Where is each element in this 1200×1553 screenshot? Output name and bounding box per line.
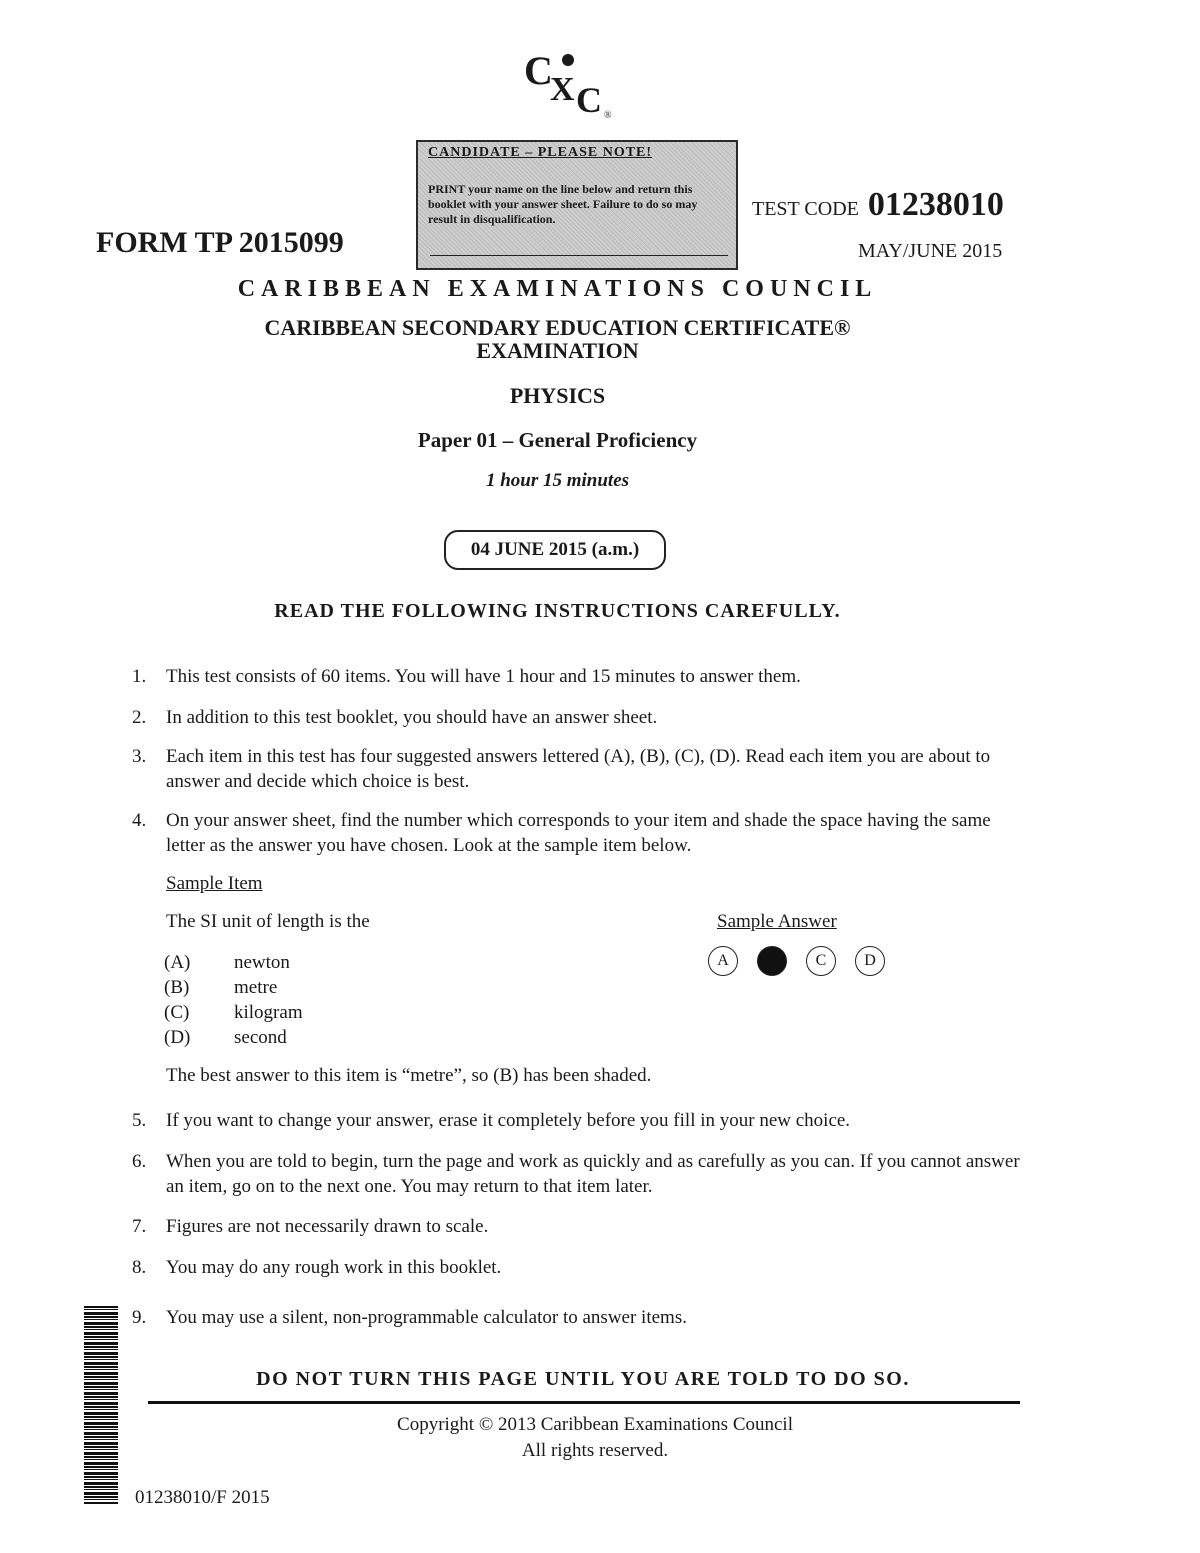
- certificate-line-2: EXAMINATION: [476, 338, 639, 364]
- answer-bubble-d: D: [855, 946, 885, 976]
- candidate-note-text: PRINT your name on the line below and return this booklet with your answer sheet. Failure to do so may result in disqualification.: [428, 181, 698, 226]
- option-text: newton: [234, 952, 290, 973]
- test-code-label: TEST CODE: [752, 198, 859, 220]
- paper-title: Paper 01 – General Proficiency: [417, 428, 698, 452]
- instruction-text: When you are told to begin, turn the page and work as quickly and as carefully as you can. If you cannot answer an item, go on to the next one. You may return to that item later.: [166, 1151, 1020, 1197]
- cxc-logo: [520, 48, 620, 120]
- instruction-number: 4.: [132, 810, 147, 831]
- instruction-text: You may use a silent, non-programmable calculator to answer items.: [166, 1307, 687, 1328]
- instruction-item: [132, 1305, 1032, 1330]
- subject-title: PHYSICS: [509, 383, 606, 408]
- option-letter: (D): [164, 1027, 191, 1048]
- candidate-name-line[interactable]: [430, 255, 728, 256]
- certificate-title: [0, 316, 1115, 362]
- instruction-item: [132, 664, 1032, 689]
- answer-bubble-b: B: [757, 946, 787, 976]
- council-name: CARIBBEAN EXAMINATIONS COUNCIL: [237, 276, 878, 302]
- instructions-heading: READ THE FOLLOWING INSTRUCTIONS CAREFULLY.: [274, 600, 841, 622]
- sample-explanation: The best answer to this item is “metre”, so (B) has been shaded.: [166, 1065, 652, 1086]
- barcode: [84, 1306, 118, 1504]
- svg-text:C: C: [524, 48, 553, 93]
- instruction-number: 8.: [132, 1257, 147, 1278]
- instruction-text: You may do any rough work in this booklet.: [166, 1257, 502, 1278]
- instruction-item: [132, 1149, 1032, 1199]
- certificate-line-1: CARIBBEAN SECONDARY EDUCATION CERTIFICATE®: [264, 315, 851, 340]
- instruction-item: [132, 808, 1032, 858]
- instruction-item: [132, 1255, 1032, 1280]
- test-code: [752, 186, 1004, 224]
- instruction-text: In addition to this test booklet, you should have an answer sheet.: [166, 707, 658, 728]
- candidate-note-box: [416, 140, 738, 270]
- instruction-text: This test consists of 60 items. You will have 1 hour and 15 minutes to answer them.: [166, 666, 801, 687]
- instruction-item: [132, 705, 1032, 730]
- copyright-line-2: All rights reserved.: [521, 1440, 669, 1461]
- instruction-number: 6.: [132, 1151, 147, 1172]
- answer-bubble-a: A: [708, 946, 738, 976]
- svg-text:®: ®: [604, 110, 612, 120]
- sample-question: The SI unit of length is the: [166, 911, 370, 932]
- footer-divider: [148, 1401, 1020, 1404]
- instruction-text: Figures are not necessarily drawn to scale.: [166, 1216, 489, 1237]
- do-not-turn-warning: DO NOT TURN THIS PAGE UNTIL YOU ARE TOLD TO DO SO.: [256, 1368, 910, 1390]
- option-letter: (B): [164, 977, 190, 998]
- copyright-line-1: Copyright © 2013 Caribbean Examinations Council: [397, 1414, 793, 1435]
- footer-code: 01238010/F 2015: [135, 1487, 270, 1508]
- test-code-value: 01238010: [867, 186, 1004, 223]
- instruction-text: On your answer sheet, find the number which corresponds to your item and shade the space having the same letter as the answer you have chosen. Look at the sample item below.: [166, 810, 991, 856]
- option-text: second: [234, 1027, 287, 1048]
- instruction-number: 3.: [132, 746, 147, 767]
- instruction-number: 1.: [132, 666, 147, 687]
- sample-option: [164, 950, 303, 975]
- exam-session: MAY/JUNE 2015: [858, 240, 1003, 262]
- sample-answer-label: Sample Answer: [717, 911, 837, 932]
- instruction-number: 2.: [132, 707, 147, 728]
- sample-option: [164, 1025, 303, 1050]
- answer-bubble-c: C: [806, 946, 836, 976]
- instruction-number: 9.: [132, 1307, 147, 1328]
- sample-option: [164, 975, 303, 1000]
- instruction-item: [132, 1108, 1032, 1133]
- svg-text:C: C: [576, 80, 602, 120]
- sample-item-label: Sample Item: [166, 873, 263, 894]
- instruction-item: [132, 744, 1032, 794]
- exam-duration: 1 hour 15 minutes: [485, 470, 630, 491]
- instruction-number: 5.: [132, 1110, 147, 1131]
- sample-answer-bubbles: [708, 946, 900, 978]
- svg-text:X: X: [550, 71, 575, 108]
- sample-option: [164, 1000, 303, 1025]
- sample-options: [164, 950, 303, 1050]
- option-text: kilogram: [234, 1002, 303, 1023]
- option-letter: (C): [164, 1002, 190, 1023]
- option-text: metre: [234, 977, 278, 998]
- instruction-item: [132, 1214, 1032, 1239]
- candidate-note-title: CANDIDATE – PLEASE NOTE!: [428, 145, 653, 160]
- copyright-notice: [150, 1412, 1040, 1464]
- exam-date: 04 JUNE 2015 (a.m.): [444, 530, 666, 570]
- option-letter: (A): [164, 952, 191, 973]
- instruction-text: If you want to change your answer, erase it completely before you fill in your new choice.: [166, 1110, 851, 1131]
- instruction-number: 7.: [132, 1216, 147, 1237]
- form-tp-number: FORM TP 2015099: [96, 226, 344, 259]
- instruction-text: Each item in this test has four suggested answers lettered (A), (B), (C), (D). Read each item you are about to answer and decide which choice is best.: [166, 746, 991, 792]
